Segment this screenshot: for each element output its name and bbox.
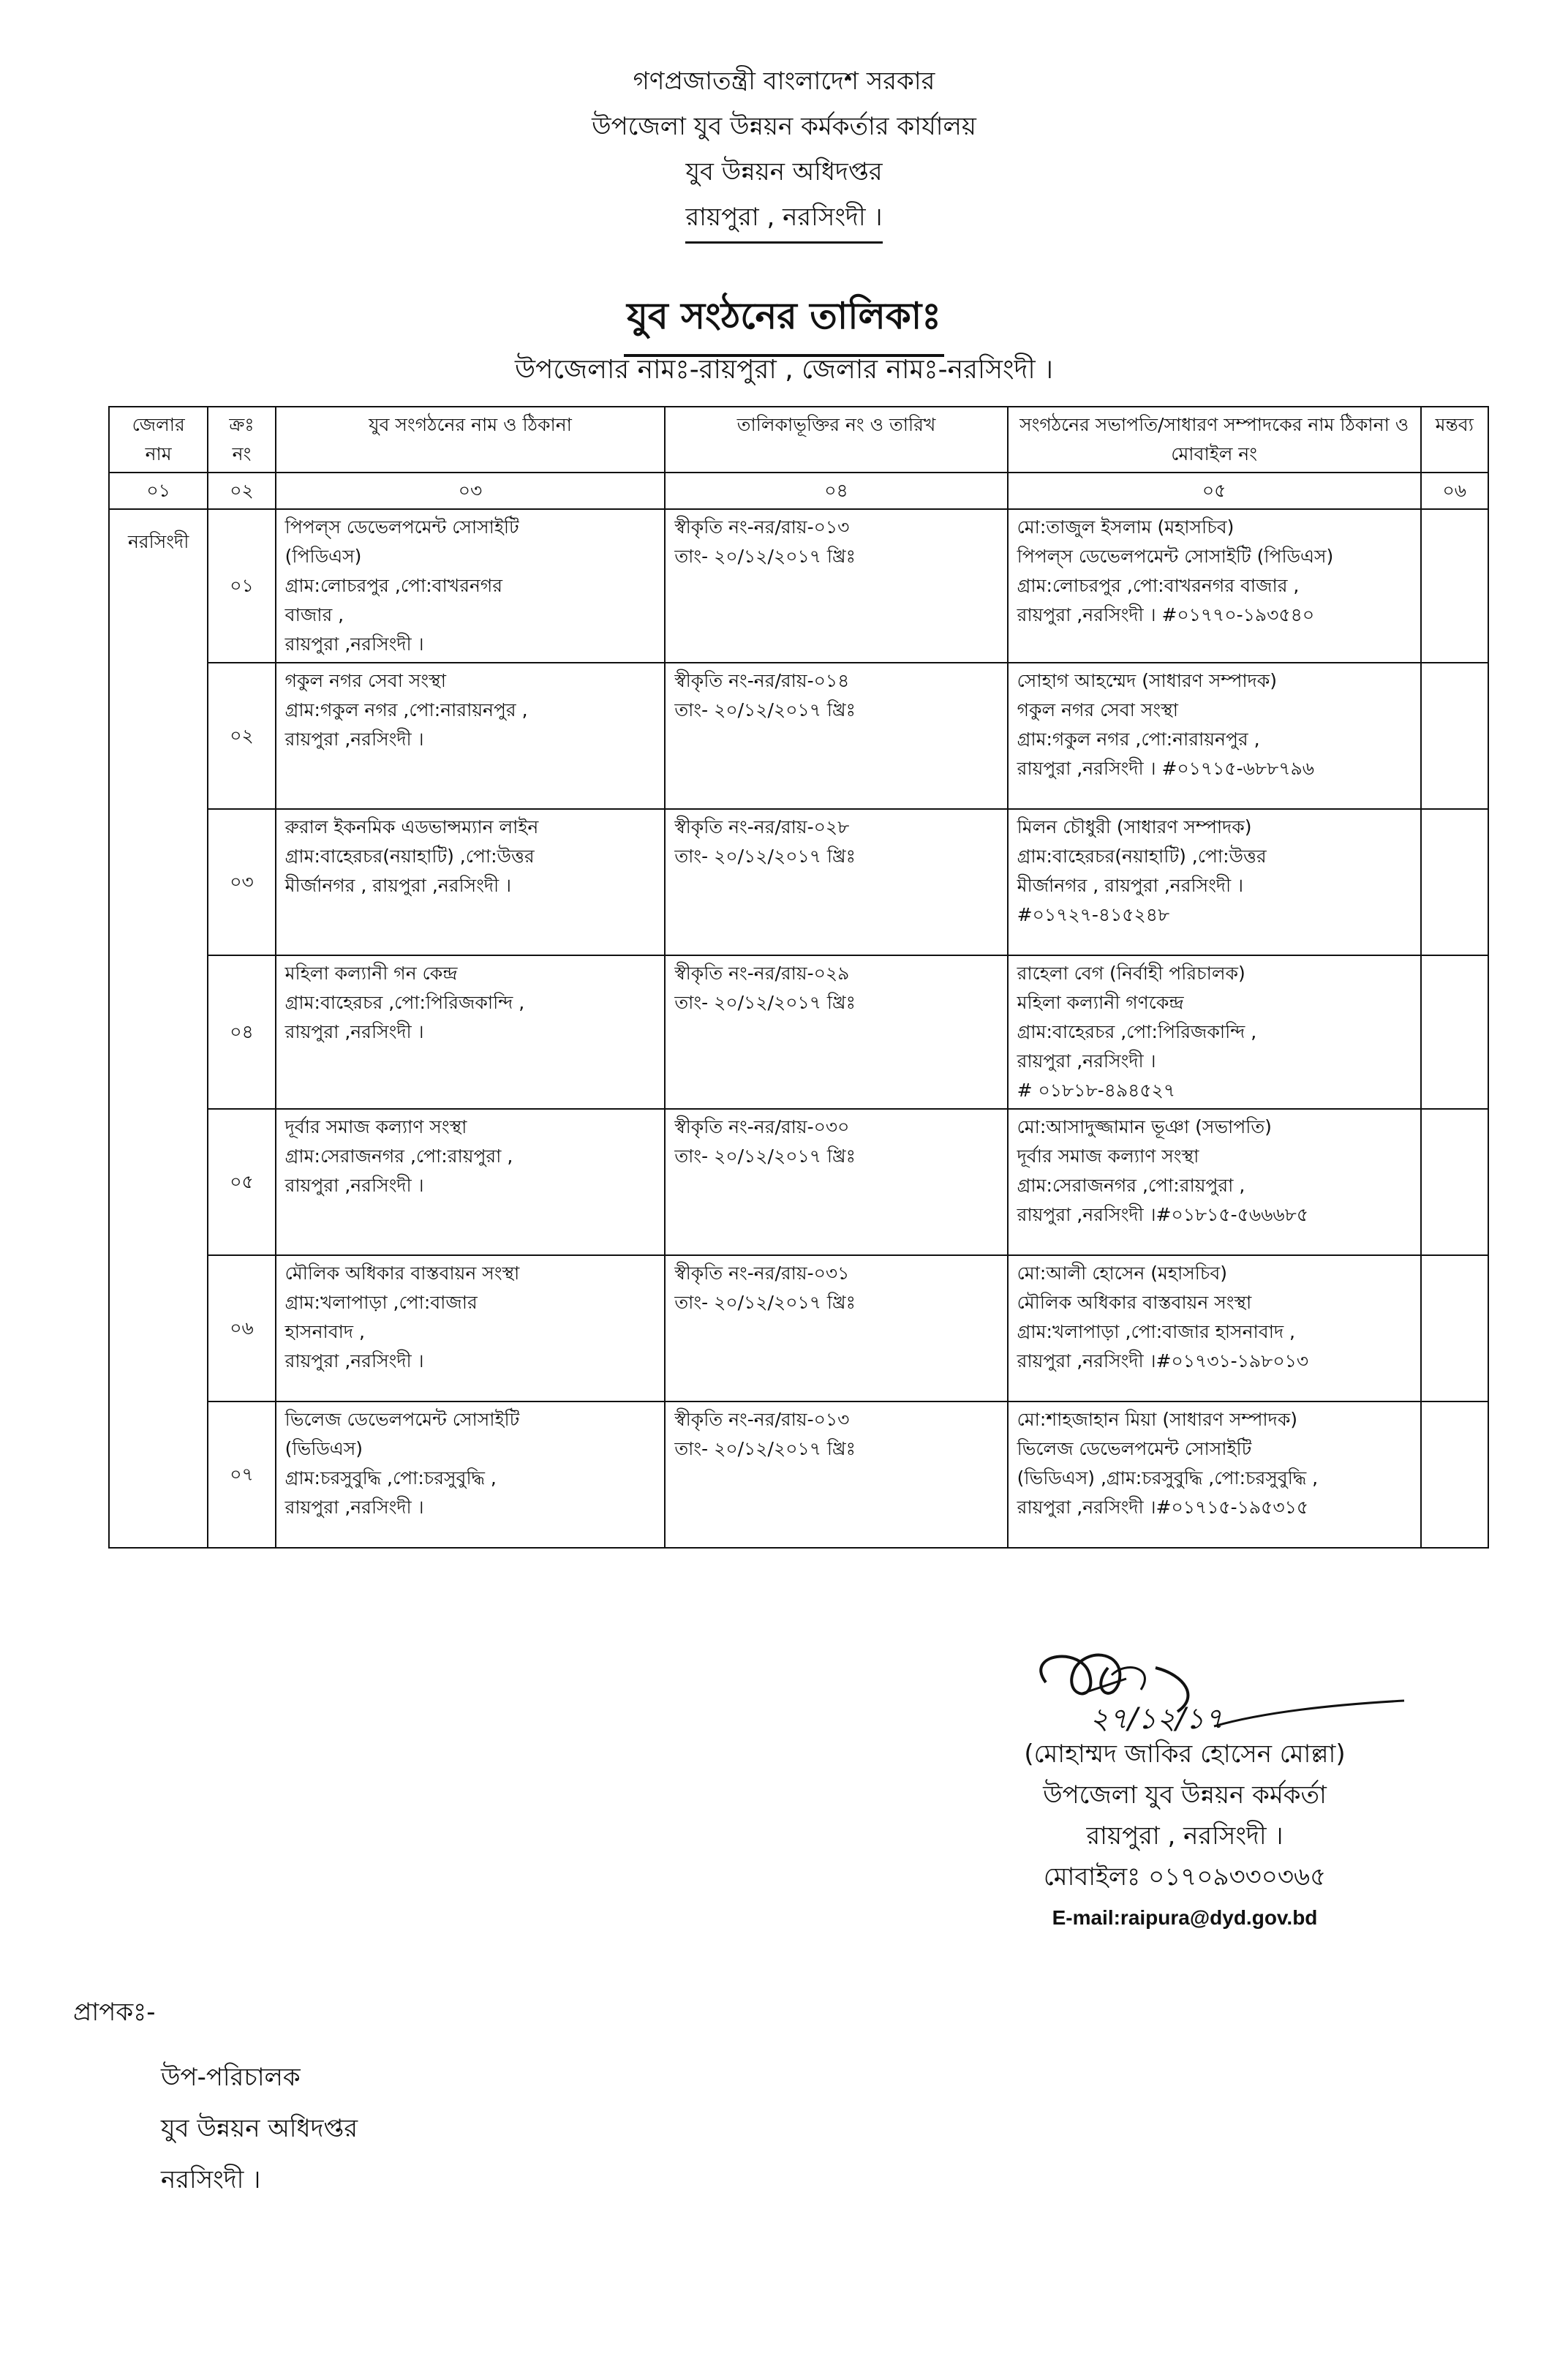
leader-cell bbox=[1008, 1255, 1421, 1402]
signatory-mobile: মোবাইলঃ ০১৭০৯৩৩০৩৬৫ bbox=[1043, 1862, 1327, 1892]
leader-cell-line: রায়পুরা ,নরসিংদী ।#০১৭৩১-১৯৮০১৩ bbox=[1017, 1350, 1309, 1372]
org-cell-line: মৌলিক অধিকার বাস্তবায়ন সংস্থা bbox=[284, 1263, 520, 1284]
registration-cell bbox=[665, 1109, 1007, 1255]
leader-cell-line: রায়পুরা ,নরসিংদী । #০১৭১৫-৬৮৮৭৯৬ bbox=[1017, 758, 1315, 779]
org-cell-line: ভিলেজ ডেভেলপমেন্ট সোসাইটি bbox=[284, 1409, 520, 1430]
org-cell-line: গ্রাম:খলাপাড়া ,পো:বাজার bbox=[284, 1292, 478, 1313]
office-location: রায়পুরা , নরসিংদী । bbox=[685, 195, 882, 244]
leader-cell-line: গ্রাম:বাহেরচর ,পো:পিরিজকান্দি , bbox=[1017, 1021, 1257, 1042]
org-cell-line: (পিডিএস) bbox=[284, 546, 362, 567]
remarks-cell bbox=[1421, 955, 1488, 1109]
remarks-cell bbox=[1421, 809, 1488, 955]
col-header-district: জেলার নাম bbox=[109, 407, 208, 473]
signatory-email[interactable]: E-mail:raipura@dyd.gov.bd bbox=[1052, 1906, 1318, 1929]
leader-cell-line: গ্রাম:লোচরপুর ,পো:বাখরনগর বাজার , bbox=[1017, 575, 1300, 596]
org-cell-line: রুরাল ইকনমিক এডভান্সম্যান লাইন bbox=[284, 816, 539, 838]
table-row bbox=[109, 1402, 1488, 1548]
leader-cell bbox=[1008, 663, 1421, 809]
letterhead bbox=[0, 59, 1568, 244]
org-cell-line: বাজার , bbox=[284, 604, 344, 625]
signatory-location: রায়পুরা , নরসিংদী । bbox=[1086, 1821, 1284, 1851]
leader-cell bbox=[1008, 1402, 1421, 1548]
col-header-leader: সংগঠনের সভাপতি/সাধারণ সম্পাদকের নাম ঠিকানা ও মোবাইল নং bbox=[1008, 407, 1421, 473]
leader-cell-line: রাহেলা বেগ (নির্বাহী পরিচালক) bbox=[1017, 963, 1245, 984]
table-row bbox=[109, 509, 1488, 663]
leader-cell-line: রায়পুরা ,নরসিংদী । bbox=[1017, 1050, 1156, 1072]
table-row bbox=[109, 809, 1488, 955]
remarks-cell bbox=[1421, 1255, 1488, 1402]
signature-block bbox=[936, 1638, 1433, 1938]
leader-cell-line: ভিলেজ ডেভেলপমেন্ট সোসাইটি bbox=[1017, 1438, 1252, 1459]
leader-cell-line: মো:আসাদুজ্জামান ভূঞা (সভাপতি) bbox=[1017, 1116, 1272, 1137]
leader-cell-line: (ভিডিএস) ,গ্রাম:চরসুবুদ্ধি ,পো:চরসুবুদ্ধি , bbox=[1017, 1467, 1319, 1489]
leader-cell-line: সোহাগ আহম্মেদ (সাধারণ সম্পাদক) bbox=[1017, 670, 1277, 691]
serial-cell: ০৩ bbox=[208, 809, 275, 955]
org-cell-line: মহিলা কল্যানী গন কেন্দ্র bbox=[284, 963, 458, 984]
registration-cell-line: তাং- ২০/১২/২০১৭ খ্রিঃ bbox=[674, 1145, 856, 1167]
org-cell-line: রায়পুরা ,নরসিংদী । bbox=[284, 729, 424, 750]
registration-cell-line: তাং- ২০/১২/২০১৭ খ্রিঃ bbox=[674, 546, 856, 567]
remarks-cell bbox=[1421, 1109, 1488, 1255]
serial-cell: ০৭ bbox=[208, 1402, 275, 1548]
leader-cell-line: গকুল নগর সেবা সংস্থা bbox=[1017, 699, 1178, 721]
leader-cell-line: মিলন চৌধুরী (সাধারণ সম্পাদক) bbox=[1017, 816, 1252, 838]
leader-cell-line: রায়পুরা ,নরসিংদী । #০১৭৭০-১৯৩৫৪০ bbox=[1017, 604, 1315, 625]
org-cell-line: (ভিডিএস) bbox=[284, 1438, 363, 1459]
serial-cell: ০২ bbox=[208, 663, 275, 809]
col-number: ০৪ bbox=[665, 473, 1007, 509]
registration-cell-line: স্বীকৃতি নং-নর/রায়-০১৪ bbox=[674, 670, 850, 691]
remarks-cell bbox=[1421, 1402, 1488, 1548]
org-cell-line: মীর্জানগর , রায়পুরা ,নরসিংদী । bbox=[284, 875, 512, 896]
leader-cell bbox=[1008, 955, 1421, 1109]
recipient-line: যুব উন্নয়ন অধিদপ্তর bbox=[161, 2114, 358, 2143]
registration-cell-line: স্বীকৃতি নং-নর/রায়-০২৮ bbox=[674, 816, 850, 838]
org-cell bbox=[276, 1109, 666, 1255]
org-cell-line: গ্রাম:সেরাজনগর ,পো:রায়পুরা , bbox=[284, 1145, 513, 1167]
org-cell-line: গকুল নগর সেবা সংস্থা bbox=[284, 670, 446, 691]
col-number: ০৫ bbox=[1008, 473, 1421, 509]
org-cell bbox=[276, 1402, 666, 1548]
registration-cell-line: তাং- ২০/১২/২০১৭ খ্রিঃ bbox=[674, 846, 856, 867]
table-row bbox=[109, 1109, 1488, 1255]
subtitle: উপজেলার নামঃ-রায়পুরা , জেলার নামঃ-নরসিংদী । bbox=[514, 355, 1054, 385]
org-cell-line: রায়পুরা ,নরসিংদী । bbox=[284, 1497, 424, 1518]
leader-cell-line: #০১৭২৭-৪১৫২৪৮ bbox=[1017, 904, 1170, 925]
registration-cell bbox=[665, 509, 1007, 663]
org-cell-line: গ্রাম:গকুল নগর ,পো:নারায়নপুর , bbox=[284, 699, 528, 721]
table-row bbox=[109, 955, 1488, 1109]
handwritten-signature bbox=[936, 1638, 1433, 1734]
org-cell-line: রায়পুরা ,নরসিংদী । bbox=[284, 1021, 424, 1042]
leader-cell-line: পিপল্‌স ডেভেলপমেন্ট সোসাইটি (পিডিএস) bbox=[1017, 546, 1334, 567]
col-number: ০১ bbox=[109, 473, 208, 509]
remarks-cell bbox=[1421, 663, 1488, 809]
district-cell: নরসিংদী bbox=[109, 509, 208, 1548]
signatory-designation: উপজেলা যুব উন্নয়ন কর্মকর্তা bbox=[1043, 1780, 1327, 1810]
registration-cell bbox=[665, 1402, 1007, 1548]
org-cell-line: দূর্বার সমাজ কল্যাণ সংস্থা bbox=[284, 1116, 467, 1137]
col-header-org: যুব সংগঠনের নাম ও ঠিকানা bbox=[276, 407, 666, 473]
recipient-label: প্রাপকঃ- bbox=[73, 1998, 156, 2027]
col-number: ০৬ bbox=[1421, 473, 1488, 509]
org-cell-line: গ্রাম:বাহেরচর ,পো:পিরিজকান্দি , bbox=[284, 992, 525, 1013]
org-cell bbox=[276, 1255, 666, 1402]
leader-cell-line: মো:আলী হোসেন (মহাসচিব) bbox=[1017, 1263, 1228, 1284]
registration-cell-line: স্বীকৃতি নং-নর/রায়-০১৩ bbox=[674, 1409, 850, 1430]
table-row bbox=[109, 1255, 1488, 1402]
org-cell-line: গ্রাম:বাহেরচর(নয়াহাটি) ,পো:উত্তর bbox=[284, 846, 535, 867]
registration-cell-line: তাং- ২০/১২/২০১৭ খ্রিঃ bbox=[674, 699, 856, 721]
col-number: ০২ bbox=[208, 473, 275, 509]
registration-cell-line: তাং- ২০/১২/২০১৭ খ্রিঃ bbox=[674, 1292, 856, 1313]
registration-cell-line: স্বীকৃতি নং-নর/রায়-০১৩ bbox=[674, 516, 850, 538]
serial-cell: ০১ bbox=[208, 509, 275, 663]
registration-cell bbox=[665, 1255, 1007, 1402]
org-cell-line: গ্রাম:লোচরপুর ,পো:বাখরনগর bbox=[284, 575, 503, 596]
remarks-cell bbox=[1421, 509, 1488, 663]
col-header-remarks: মন্তব্য bbox=[1421, 407, 1488, 473]
department-name: যুব উন্নয়ন অধিদপ্তর bbox=[685, 157, 883, 187]
registration-cell-line: তাং- ২০/১২/২০১৭ খ্রিঃ bbox=[674, 992, 856, 1013]
leader-cell-line: মহিলা কল্যানী গণকেন্দ্র bbox=[1017, 992, 1184, 1013]
org-cell bbox=[276, 809, 666, 955]
leader-cell-line: মো:শাহজাহান মিয়া (সাধারণ সম্পাদক) bbox=[1017, 1409, 1298, 1430]
leader-cell-line: দূর্বার সমাজ কল্যাণ সংস্থা bbox=[1017, 1145, 1199, 1167]
leader-cell bbox=[1008, 509, 1421, 663]
org-cell-line: রায়পুরা ,নরসিংদী । bbox=[284, 1350, 424, 1372]
org-cell bbox=[276, 663, 666, 809]
signature-date: ২৭/১২/১৭ bbox=[1090, 1702, 1224, 1736]
org-cell-line: হাসনাবাদ , bbox=[284, 1321, 365, 1342]
col-header-serial: ক্রঃ নং bbox=[208, 407, 275, 473]
registration-cell-line: স্বীকৃতি নং-নর/রায়-০৩০ bbox=[674, 1116, 850, 1137]
leader-cell bbox=[1008, 1109, 1421, 1255]
registration-cell bbox=[665, 809, 1007, 955]
org-cell bbox=[276, 955, 666, 1109]
leader-cell-line: গ্রাম:খলাপাড়া ,পো:বাজার হাসনাবাদ , bbox=[1017, 1321, 1295, 1342]
leader-cell-line: মৌলিক অধিকার বাস্তবায়ন সংস্থা bbox=[1017, 1292, 1252, 1313]
leader-cell-line: # ০১৮১৮-৪৯৪৫২৭ bbox=[1017, 1080, 1176, 1101]
leader-cell-line: রায়পুরা ,নরসিংদী ।#০১৭১৫-১৯৫৩১৫ bbox=[1017, 1497, 1309, 1518]
leader-cell-line: মো:তাজুল ইসলাম (মহাসচিব) bbox=[1017, 516, 1235, 538]
serial-cell: ০৪ bbox=[208, 955, 275, 1109]
registration-cell-line: তাং- ২০/১২/২০১৭ খ্রিঃ bbox=[674, 1438, 856, 1459]
table-header-row bbox=[109, 407, 1488, 473]
registration-cell bbox=[665, 663, 1007, 809]
recipient-line: উপ-পরিচালক bbox=[161, 2063, 301, 2092]
org-cell-line: রায়পুরা ,নরসিংদী । bbox=[284, 633, 424, 655]
col-header-registration: তালিকাভূক্তির নং ও তারিখ bbox=[665, 407, 1007, 473]
leader-cell-line: রায়পুরা ,নরসিংদী ।#০১৮১৫-৫৬৬৬৮৫ bbox=[1017, 1204, 1309, 1225]
serial-cell: ০৬ bbox=[208, 1255, 275, 1402]
col-number: ০৩ bbox=[276, 473, 666, 509]
leader-cell-line: মীর্জানগর , রায়পুরা ,নরসিংদী । bbox=[1017, 875, 1244, 896]
recipient-line: নরসিংদী । bbox=[161, 2165, 261, 2194]
govt-name: গণপ্রজাতন্ত্রী বাংলাদেশ সরকার bbox=[633, 67, 935, 96]
column-number-row bbox=[109, 473, 1488, 509]
org-cell-line: পিপল্‌স ডেভেলপমেন্ট সোসাইটি bbox=[284, 516, 519, 538]
leader-cell-line: গ্রাম:সেরাজনগর ,পো:রায়পুরা , bbox=[1017, 1175, 1245, 1196]
registration-cell-line: স্বীকৃতি নং-নর/রায়-০২৯ bbox=[674, 963, 850, 984]
org-cell bbox=[276, 509, 666, 663]
registration-cell bbox=[665, 955, 1007, 1109]
organization-table bbox=[108, 406, 1489, 1549]
org-cell-line: গ্রাম:চরসুবুদ্ধি ,পো:চরসুবুদ্ধি , bbox=[284, 1467, 497, 1489]
serial-cell: ০৫ bbox=[208, 1109, 275, 1255]
signatory-name: (মোহাম্মদ জাকির হোসেন মোল্লা) bbox=[1024, 1739, 1346, 1769]
office-name: উপজেলা যুব উন্নয়ন কর্মকর্তার কার্যালয় bbox=[592, 112, 976, 141]
leader-cell-line: গ্রাম:গকুল নগর ,পো:নারায়নপুর , bbox=[1017, 729, 1260, 750]
leader-cell-line: গ্রাম:বাহেরচর(নয়াহাটি) ,পো:উত্তর bbox=[1017, 846, 1267, 867]
leader-cell bbox=[1008, 809, 1421, 955]
registration-cell-line: স্বীকৃতি নং-নর/রায়-০৩১ bbox=[674, 1263, 850, 1284]
page-title: যুব সংঠনের তালিকাঃ bbox=[624, 289, 944, 357]
recipient-address bbox=[161, 2052, 358, 2205]
org-cell-line: রায়পুরা ,নরসিংদী । bbox=[284, 1175, 424, 1196]
table-row bbox=[109, 663, 1488, 809]
